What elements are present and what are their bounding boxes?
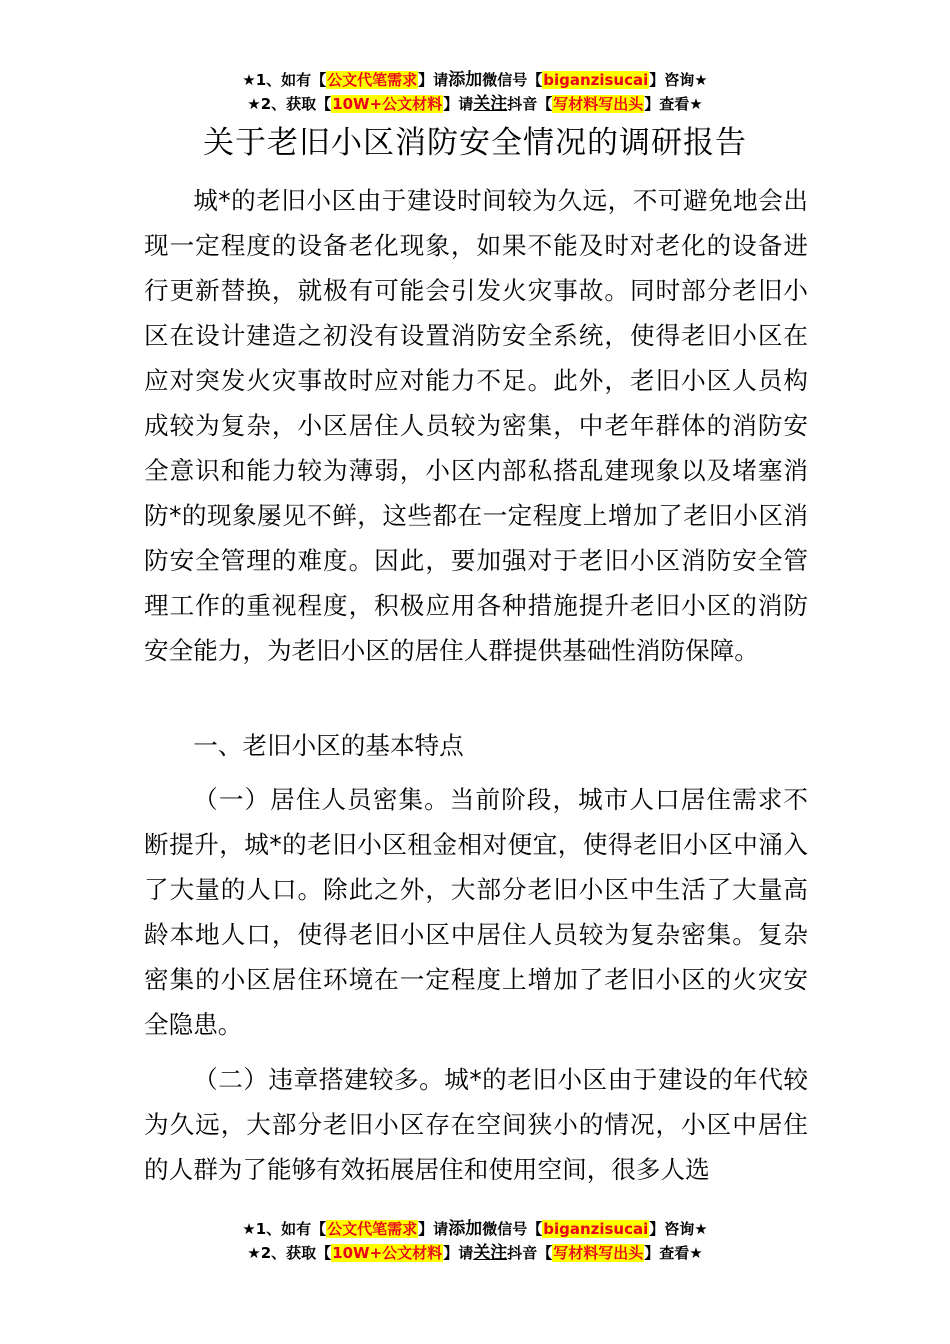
footer-promo-banner bbox=[0, 1217, 950, 1265]
section-heading bbox=[144, 723, 808, 768]
document-title: 关于老旧小区消防安全情况的调研报告 bbox=[203, 125, 747, 161]
promo-emphasis: 添加 bbox=[448, 70, 483, 90]
promo-text: 】请 bbox=[443, 95, 474, 113]
promo-text: 微信号【 bbox=[482, 71, 543, 89]
promo-text: 】查看★ bbox=[644, 95, 703, 113]
promo-text: 】请 bbox=[443, 1244, 474, 1262]
promo-text: ★1、如有【 bbox=[242, 71, 327, 89]
promo-emphasis: 关注 bbox=[473, 1243, 508, 1263]
paragraph-text: 城*的老旧小区由于建设时间较为久远，不可避免地会出现一定程度的设备老化现象，如果不能及时对老化的设备进行更新替换，就极有可能会引发火灾事故。同时部分老旧小区在设计建造之初没有设置消防安全系统，使得老旧小区在应对突发火灾事故时应对能力不足。此外，老旧小区人员构成较为复杂，小区居住人员较为密集，中老年群体的消防安全意识和能力较为薄弱，小区内部私搭乱建现象以及堵塞消防*的现象屡见不鲜，这些都在一定程度上增加了老旧小区消防安全管理的难度。因此，要加强对于老旧小区消防安全管理工作的重视程度，积极应用各种措施提升老旧小区的消防安全能力，为老旧小区的居住人群提供基础性消防保障。 bbox=[144, 186, 808, 665]
paragraph-text: （二）违章搭建较多。城*的老旧小区由于建设的年代较为久远，大部分老旧小区存在空间狭小的情况，小区中居住的人群为了能够有效拓展居住和使用空间，很多人选 bbox=[144, 1065, 808, 1184]
promo-emphasis: 关注 bbox=[473, 94, 508, 114]
body-paragraph-illegal-construction bbox=[144, 1057, 808, 1192]
promo-text: ★2、获取【 bbox=[247, 1244, 332, 1262]
promo-text: 】请 bbox=[418, 71, 449, 89]
heading-text: 一、老旧小区的基本特点 bbox=[193, 731, 464, 760]
promo-line-2 bbox=[0, 92, 950, 116]
promo-douyin-id: 写材料写出头 bbox=[553, 95, 644, 113]
promo-text: 】请 bbox=[418, 1220, 449, 1238]
promo-wechat-id: biganzisucai bbox=[543, 71, 649, 89]
paragraph-text: （一）居住人员密集。当前阶段，城市人口居住需求不断提升，城*的老旧小区租金相对便宜，使得老旧小区中涌入了大量的人口。除此之外，大部分老旧小区中生活了大量高龄本地人口，使得老旧小区中居住人员较为复杂密集。复杂密集的小区居住环境在一定程度上增加了老旧小区的火灾安全隐患。 bbox=[144, 785, 808, 1039]
promo-emphasis: 添加 bbox=[448, 1219, 483, 1239]
promo-wechat-id: biganzisucai bbox=[543, 1220, 649, 1238]
promo-text: ★1、如有【 bbox=[242, 1220, 327, 1238]
promo-highlight: 10W+公文材料 bbox=[332, 1244, 443, 1262]
promo-highlight: 公文代笔需求 bbox=[327, 71, 418, 89]
promo-text: 抖音【 bbox=[507, 1244, 553, 1262]
promo-douyin-id: 写材料写出头 bbox=[553, 1244, 644, 1262]
promo-text: ★2、获取【 bbox=[247, 95, 332, 113]
promo-highlight: 10W+公文材料 bbox=[332, 95, 443, 113]
promo-text: 】咨询★ bbox=[649, 71, 708, 89]
promo-line-1 bbox=[0, 68, 950, 92]
body-paragraph-residents bbox=[144, 777, 808, 1047]
header-promo-banner bbox=[0, 68, 950, 116]
promo-text: 】咨询★ bbox=[649, 1220, 708, 1238]
promo-text: 】查看★ bbox=[644, 1244, 703, 1262]
promo-text: 抖音【 bbox=[507, 95, 553, 113]
promo-text: 微信号【 bbox=[482, 1220, 543, 1238]
body-paragraph-intro bbox=[144, 178, 808, 673]
promo-line-1 bbox=[0, 1217, 950, 1241]
promo-line-2 bbox=[0, 1241, 950, 1265]
promo-highlight: 公文代笔需求 bbox=[327, 1220, 418, 1238]
